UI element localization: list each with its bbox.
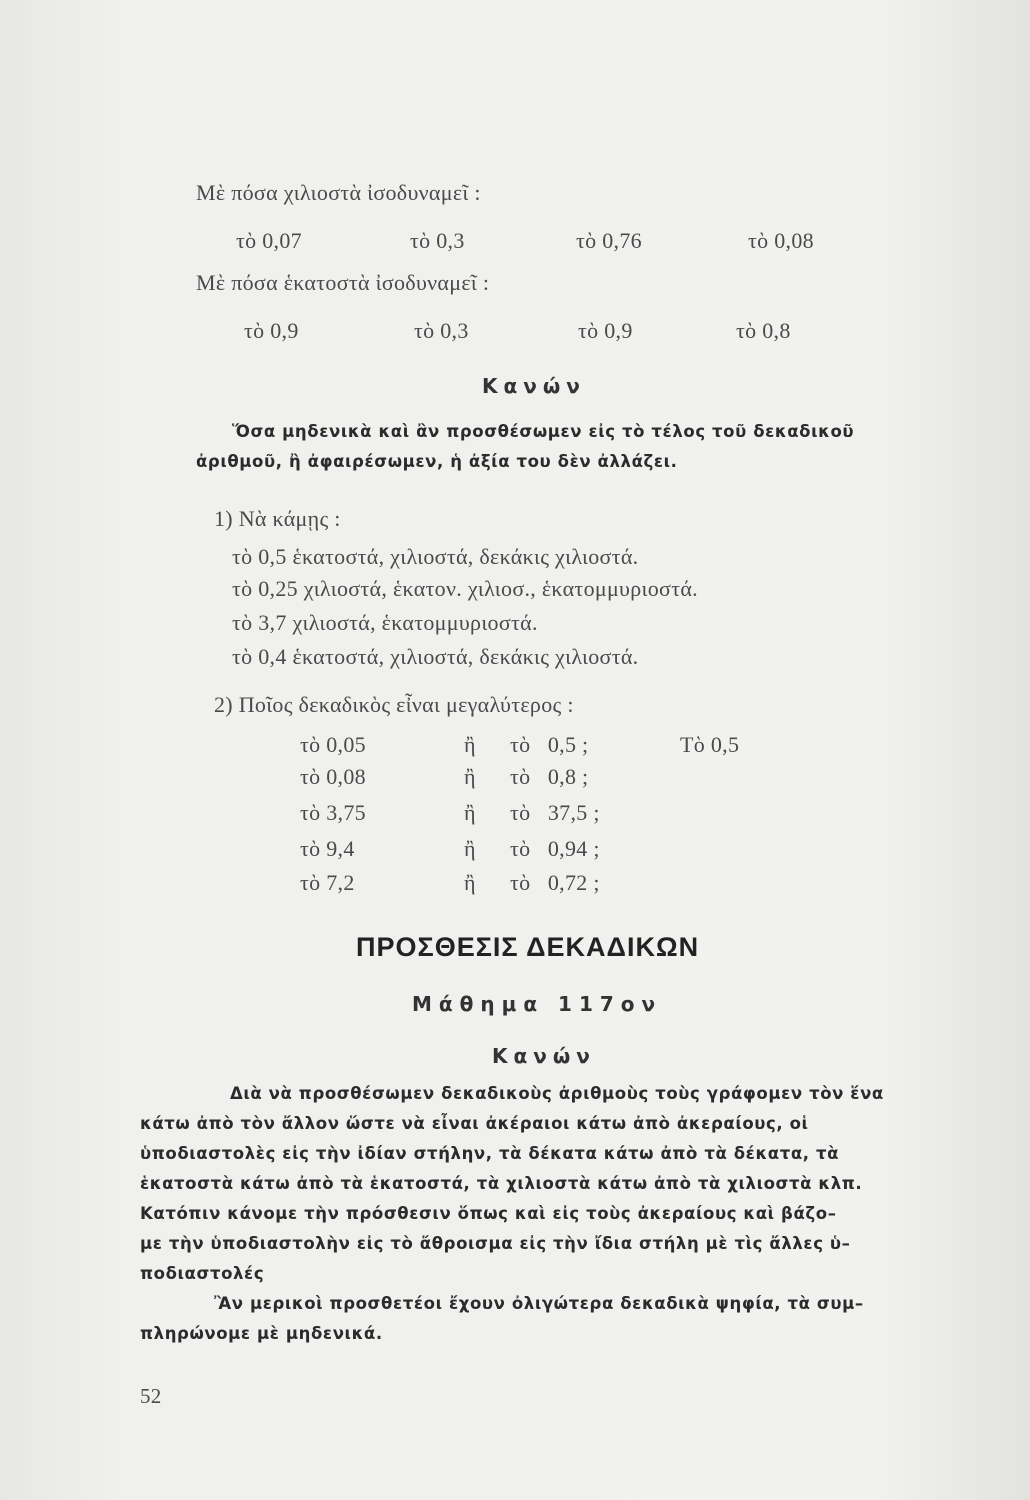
comparison-right: τὸ 0,94 ; <box>510 836 600 861</box>
comparison-right: τὸ 0,5 ; <box>510 732 589 757</box>
comparison-or: ἢ <box>464 870 476 895</box>
rule-2-line-7: ποδιαστολές <box>140 1264 265 1283</box>
item-hundredths-3: τὸ 0,9 <box>578 318 633 343</box>
rule-2-line-8: Ἂν μερικοὶ προσθετέοι ἔχουν ὀλιγώτερα δεκαδικὰ ψηφία, τὰ συμ– <box>214 1294 864 1313</box>
rule-2-heading: Κανών <box>492 1044 596 1068</box>
exercise-1-line-4: τὸ 0,4 ἑκατοστά, χιλιοστά, δεκάκις χιλιοστά. <box>232 644 639 669</box>
question-thousandths: Μὲ πόσα χιλιοστὰ ἰσοδυναμεῖ : <box>196 180 481 205</box>
exercise-2-prompt: 2) Ποῖος δεκαδικὸς εἶναι μεγαλύτερος : <box>214 692 574 717</box>
comparison-row <box>0 870 1030 900</box>
item-thousandths-2: τὸ 0,3 <box>410 228 465 253</box>
page-number: 52 <box>140 1384 162 1408</box>
comparison-or: ἢ <box>464 732 476 757</box>
item-thousandths-4: τὸ 0,08 <box>748 228 814 253</box>
comparison-left: τὸ 9,4 <box>300 836 355 861</box>
lesson-title: Μάθημα 117ον <box>412 992 663 1016</box>
comparison-left: τὸ 7,2 <box>300 870 355 895</box>
rule-2-line-9: πληρώνομε μὲ μηδενικά. <box>140 1324 383 1343</box>
exercise-1-line-2: τὸ 0,25 χιλιοστά, ἑκατον. χιλιοσ., ἑκατομμυριοστά. <box>232 576 698 601</box>
comparison-answer: Τὸ 0,5 <box>680 732 740 757</box>
question-hundredths: Μὲ πόσα ἑκατοστὰ ἰσοδυναμεῖ : <box>196 270 490 295</box>
rule-2-line-3: ὑποδιαστολὲς εἰς τὴν ἰδίαν στήλην, τὰ δέκατα κάτω ἀπὸ τὰ δέκατα, τὰ <box>140 1144 840 1163</box>
comparison-or: ἢ <box>464 764 476 789</box>
comparison-left: τὸ 0,05 <box>300 732 366 757</box>
item-hundredths-1: τὸ 0,9 <box>244 318 299 343</box>
rule-text-line-1: Ὅσα μηδενικὰ καὶ ἂν προσθέσωμεν εἰς τὸ τέλος τοῦ δεκαδικοῦ <box>232 422 855 441</box>
rule-2-line-2: κάτω ἀπὸ τὸν ἄλλον ὥστε νὰ εἶναι ἀκέραιοι κάτω ἀπὸ ἀκεραίους, οἱ <box>140 1114 809 1133</box>
comparison-right: τὸ 0,72 ; <box>510 870 600 895</box>
comparison-left: τὸ 0,08 <box>300 764 366 789</box>
comparison-right: τὸ 37,5 ; <box>510 800 600 825</box>
comparison-or: ἢ <box>464 800 476 825</box>
exercise-1-line-1: τὸ 0,5 ἑκατοστά, χιλιοστά, δεκάκις χιλιοστά. <box>232 544 639 569</box>
rule-heading: Κανών <box>482 374 586 398</box>
rule-2-line-4: ἑκατοστὰ κάτω ἀπὸ τὰ ἑκατοστά, τὰ χιλιοστὰ κάτω ἀπὸ τὰ χιλιοστὰ κλπ. <box>140 1174 863 1193</box>
rule-2-line-6: με τὴν ὑποδιαστολὴν εἰς τὸ ἄθροισμα εἰς τὴν ἴδια στήλη μὲ τὶς ἄλλες ὑ– <box>140 1234 851 1253</box>
item-thousandths-3: τὸ 0,76 <box>576 228 642 253</box>
comparison-row <box>0 732 1030 762</box>
rule-2-line-1: Διὰ νὰ προσθέσωμεν δεκαδικοὺς ἀριθμοὺς τοὺς γράφομεν τὸν ἕνα <box>230 1084 884 1103</box>
comparison-row <box>0 836 1030 866</box>
item-hundredths-2: τὸ 0,3 <box>414 318 469 343</box>
exercise-1-line-3: τὸ 3,7 χιλιοστά, ἑκατομμυριοστά. <box>232 610 538 635</box>
rule-text-line-2: ἀριθμοῦ, ἢ ἀφαιρέσωμεν, ἡ ἀξία του δὲν ἀλλάζει. <box>196 452 678 471</box>
item-hundredths-4: τὸ 0,8 <box>736 318 791 343</box>
comparison-row <box>0 764 1030 794</box>
rule-2-line-5: Κατόπιν κάνομε τὴν πρόσθεσιν ὅπως καὶ εἰς τοὺς ἀκεραίους καὶ βάζο– <box>140 1204 837 1223</box>
item-thousandths-1: τὸ 0,07 <box>236 228 302 253</box>
exercise-1-prompt: 1) Νὰ κάμῃς : <box>214 506 341 531</box>
comparison-right: τὸ 0,8 ; <box>510 764 589 789</box>
comparison-row <box>0 800 1030 830</box>
comparison-left: τὸ 3,75 <box>300 800 366 825</box>
chapter-title: ΠΡΟΣΘΕΣΙΣ ΔΕΚΑΔΙΚΩΝ <box>356 932 700 962</box>
comparison-or: ἢ <box>464 836 476 861</box>
